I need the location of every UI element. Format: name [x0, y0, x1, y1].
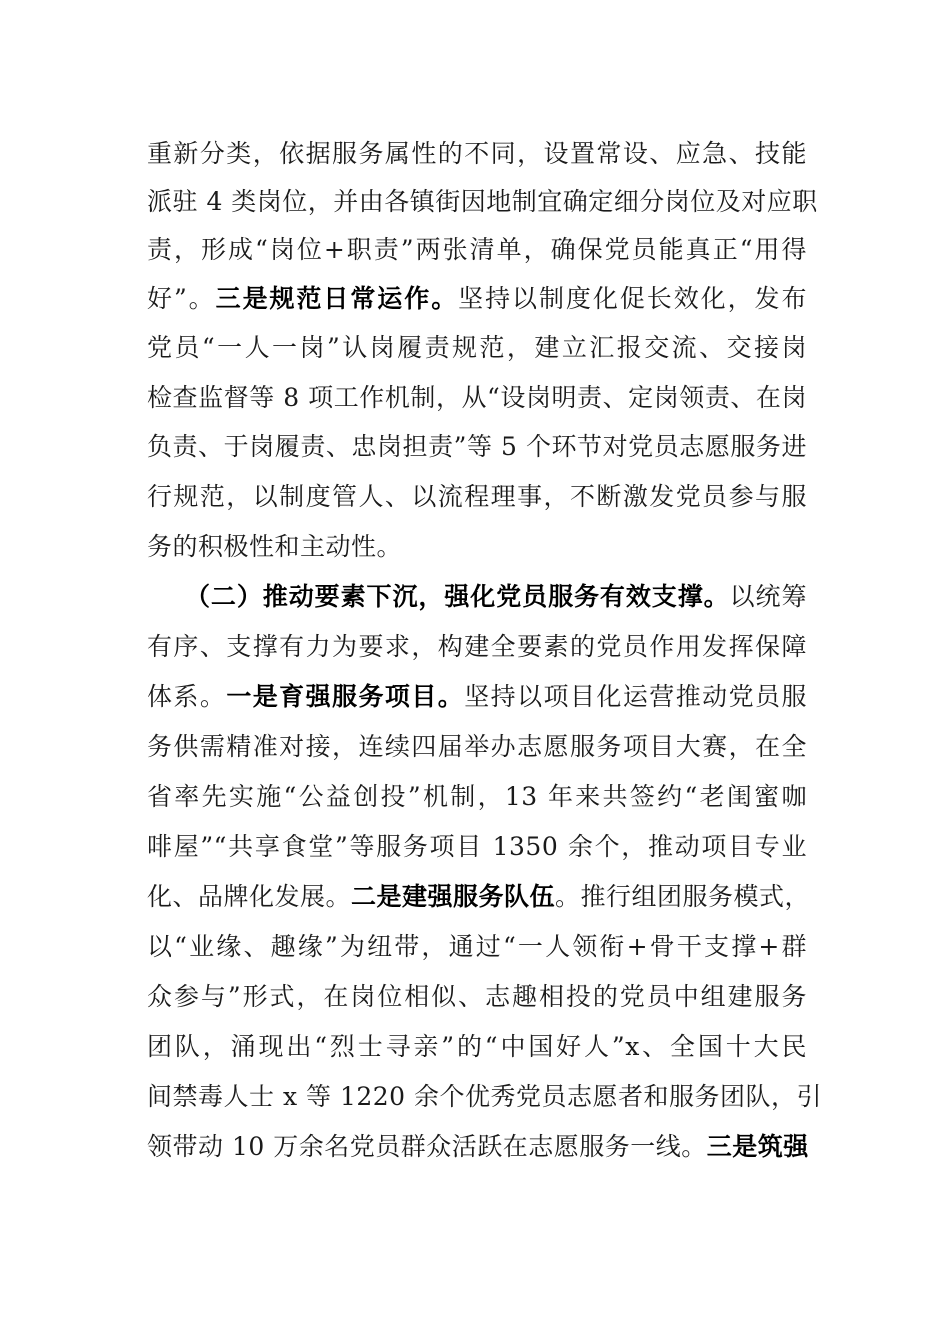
- text-segment: 。推行组团服务模式，: [555, 882, 811, 911]
- text-line: [147, 977, 807, 1017]
- text-line: [147, 378, 807, 418]
- text-line: [147, 230, 807, 270]
- text-line: [147, 182, 818, 222]
- text-segment: 派驻 4 类岗位，并由各镇街因地制宜确定细分岗位及对应职: [147, 187, 818, 216]
- text-line: [147, 927, 807, 967]
- text-segment: 省率先实施“公益创投”机制，13 年来共签约“老闺蜜咖: [147, 782, 807, 811]
- text-line: [147, 279, 807, 319]
- text-segment: 务供需精准对接，连续四届举办志愿服务项目大赛，在全: [147, 732, 807, 761]
- bold-heading-segment: （二）推动要素下沉，强化党员服务有效支撑。: [185, 582, 730, 611]
- text-segment: 检查监督等 8 项工作机制，从“设岗明责、定岗领责、在岗: [147, 383, 807, 412]
- text-line: [147, 1077, 823, 1117]
- text-segment: 啡屋”“共享食堂”等服务项目 1350 余个，推动项目专业: [147, 832, 807, 861]
- text-segment: 党员“一人一岗”认岗履责规范，建立汇报交流、交接岗: [147, 333, 807, 362]
- text-segment: 务的积极性和主动性。: [147, 532, 403, 561]
- text-line: [147, 727, 807, 767]
- text-segment: 责，形成“岗位+职责”两张清单，确保党员能真正“用得: [147, 235, 807, 264]
- text-line: [147, 134, 807, 174]
- text-line: [147, 877, 811, 917]
- text-line: [147, 477, 807, 517]
- text-segment: 以统筹: [729, 582, 807, 611]
- text-line: [147, 677, 807, 717]
- text-segment: 坚持以制度化促长效化，发布: [458, 284, 807, 313]
- text-segment: 重新分类，依据服务属性的不同，设置常设、应急、技能: [147, 139, 807, 168]
- bold-heading-segment: 三是规范日常运作。: [215, 284, 459, 313]
- text-segment: 以“业缘、趣缘”为纽带，通过“一人领衔+骨干支撑+群: [147, 932, 807, 961]
- text-line: [147, 827, 807, 867]
- text-segment: 坚持以项目化运营推动党员服: [464, 682, 807, 711]
- text-line: [185, 577, 807, 617]
- text-segment: 团队，涌现出“烈士寻亲”的“中国好人”x、全国十大民: [147, 1032, 807, 1061]
- bold-heading-segment: 二是建强服务队伍: [351, 882, 556, 911]
- text-segment: 好”。: [147, 284, 216, 313]
- text-segment: 化、品牌化发展。: [147, 882, 352, 911]
- text-segment: 行规范，以制度管人、以流程理事，不断激发党员参与服: [147, 482, 807, 511]
- text-segment: 领带动 10 万余名党员群众活跃在志愿服务一线。: [147, 1132, 707, 1161]
- text-line: [147, 328, 807, 368]
- bold-heading-segment: 一是育强服务项目。: [226, 682, 465, 711]
- bold-heading-segment: 三是筑强: [706, 1132, 809, 1161]
- text-segment: 众参与”形式，在岗位相似、志趣相投的党员中组建服务: [147, 982, 807, 1011]
- text-line: [147, 777, 807, 817]
- text-segment: 负责、于岗履责、忠岗担责”等 5 个环节对党员志愿服务进: [147, 432, 807, 461]
- text-line: [147, 427, 807, 467]
- text-segment: 间禁毒人士 x 等 1220 余个优秀党员志愿者和服务团队，引: [147, 1082, 823, 1111]
- text-line: [147, 527, 807, 567]
- text-line: [147, 1127, 807, 1167]
- text-line: [147, 1027, 807, 1067]
- text-segment: 体系。: [147, 682, 227, 711]
- text-segment: 有序、支撑有力为要求，构建全要素的党员作用发挥保障: [147, 632, 807, 661]
- text-line: [147, 627, 807, 667]
